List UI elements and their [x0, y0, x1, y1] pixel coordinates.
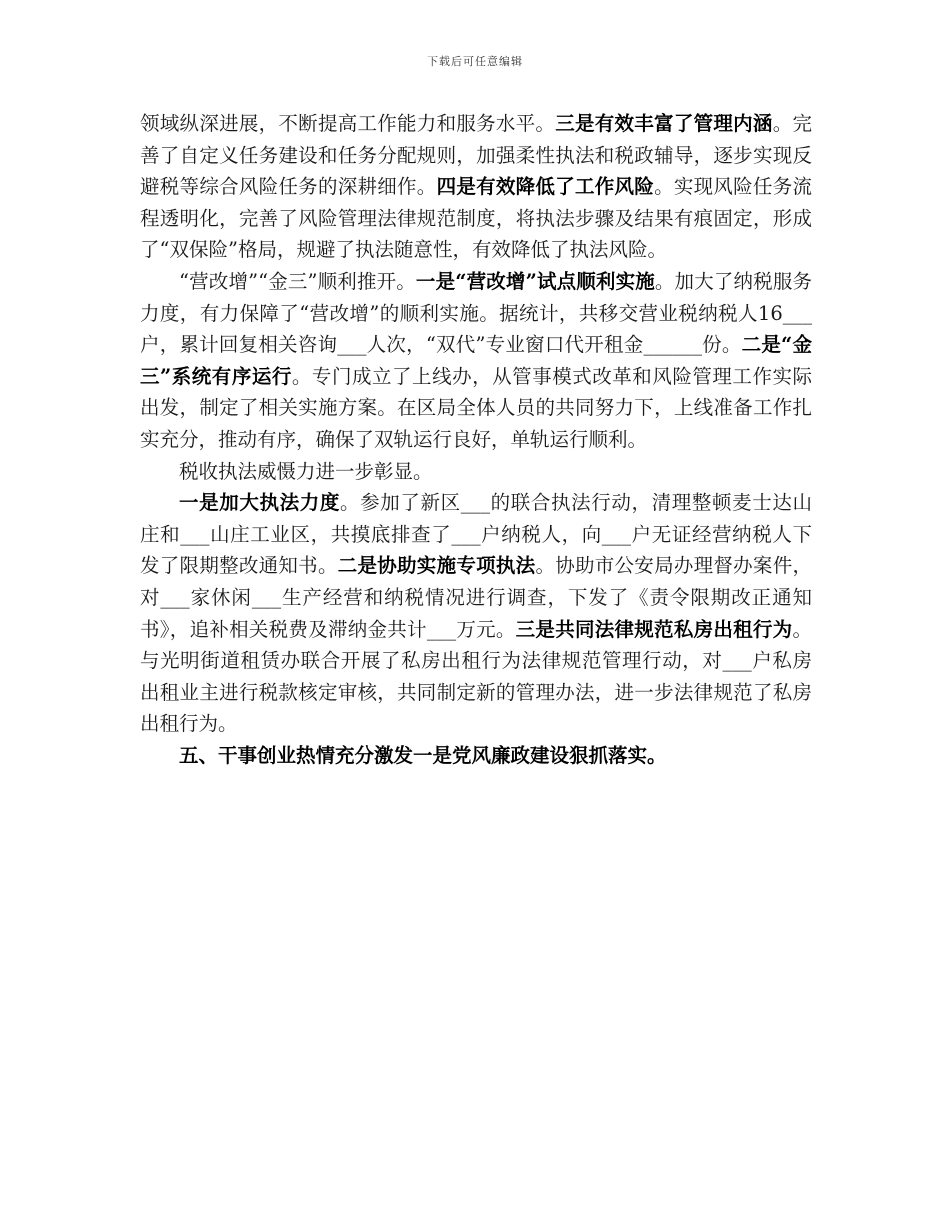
paragraph: [140, 108, 812, 266]
bold-heading-run: 二是“金三”系统有序运行: [140, 333, 812, 388]
paragraph: [140, 740, 812, 772]
text-run: 。实现风险任务流程透明化，完善了风险管理法律规范制度，将执法步骤及结果有痕固定，形成了“双保险”格局，规避了执法随意性，有效降低了执法风险。: [140, 175, 812, 262]
bold-heading-run: 一是加大执法力度: [179, 491, 340, 515]
bold-heading-run: 三是共同法律规范私房出租行为: [515, 617, 793, 641]
document-body: [140, 108, 812, 771]
text-run: 领域纵深进展，不断提高工作能力和服务水平。: [140, 112, 556, 135]
bold-heading-run: 二是协助实施专项执法: [337, 554, 536, 578]
text-run: “营改增”“金三”顺利推开。: [179, 269, 416, 293]
bold-heading-run: 四是有效降低了工作风险: [436, 175, 655, 199]
paragraph: [140, 487, 812, 740]
paragraph: [140, 266, 812, 456]
text-run: 。加大了纳税服务力度，有力保障了“营改增”的顺利实施。据统计，共移交营业税纳税人16___户，累计回复相关咨询___人次，“双代”专业窗口代开租金______份。: [140, 269, 812, 357]
text-run: 。参加了新区___的联合执法行动，清理整顿麦士达山庄和___山庄工业区，共摸底排查了___户纳税人，向___户无证经营纳税人下发了限期整改通知书。: [140, 491, 812, 578]
bold-heading-run: 一是“营改增”试点顺利实施: [415, 269, 655, 293]
bold-heading-run: 五、干事创业热情充分激发一是党风廉政建设狠抓落实。: [179, 743, 667, 767]
paragraph: [140, 456, 812, 488]
text-run: 税收执法威慑力进一步彰显。: [179, 459, 433, 483]
text-run: 。完善了自定义任务建设和任务分配规则，加强柔性执法和税政辅导，逐步实现反避税等综合风险任务的深耕细作。: [140, 112, 812, 199]
text-run: 。协助市公安局办理督办案件，对___家休闲___生产经营和纳税情况进行调查，下发了《责令限期改正通知书》，追补相关税费及滞纳金共计___万元。: [140, 554, 812, 641]
text-run: 。与光明街道租赁办联合开展了私房出租行为法律规范管理行动，对___户私房出租业主进行税款核定审核，共同制定新的管理办法，进一步法律规范了私房出租行为。: [140, 617, 812, 736]
text-run: 。专门成立了上线办，从管事模式改革和风险管理工作实际出发，制定了相关实施方案。在区局全体人员的共同努力下，上线准备工作扎实充分，推动有序，确保了双轨运行良好，单轨运行顺利。: [140, 364, 812, 451]
page-header: 下载后可任意编辑: [427, 55, 523, 68]
bold-heading-run: 三是有效丰富了管理内涵: [555, 112, 773, 135]
